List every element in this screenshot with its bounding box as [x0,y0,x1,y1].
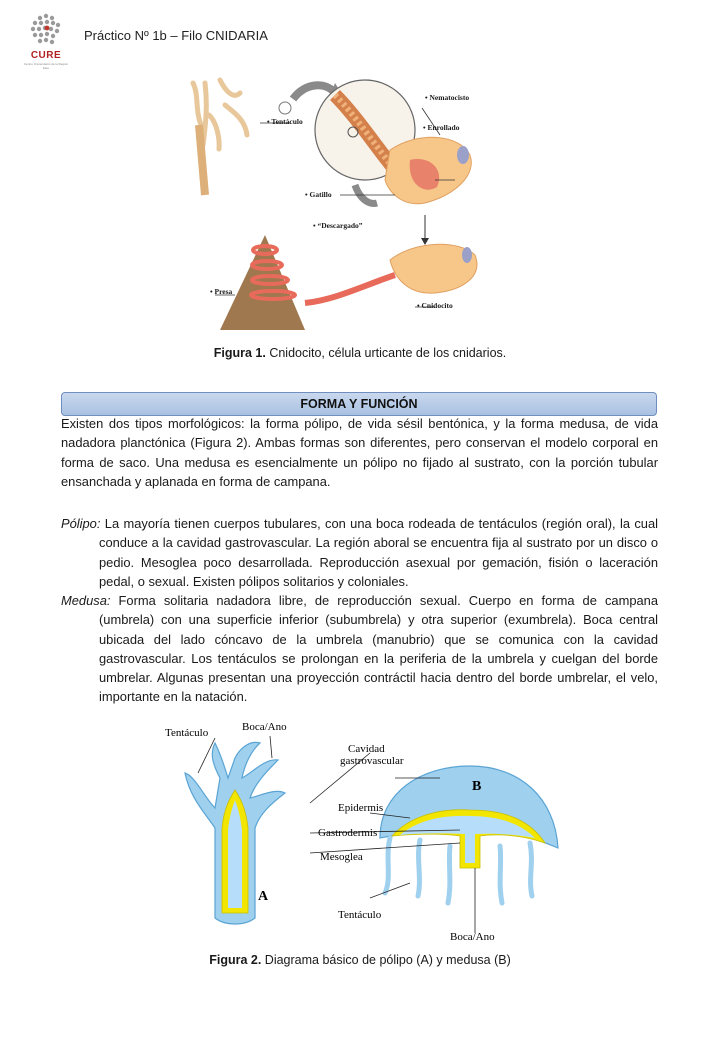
label-tentaculo-bottom: Tentáculo [338,909,382,921]
section-heading: FORMA Y FUNCIÓN [61,392,657,416]
figure-1-caption [0,346,720,360]
label-enrollado: • Enrollado [423,123,460,132]
figure-2-caption-label: Figura 2. [209,953,262,967]
figure-1-caption-text: Cnidocito, célula urticante de los cnidarios. [265,346,507,360]
label-gatillo: • Gatillo [305,190,332,199]
polipo-medusa-diagram [160,718,560,948]
polipo-definition [61,514,658,591]
logo-subtext: Centro Universitario de la Región Este [23,62,69,70]
page-title: Práctico Nº 1b – Filo CNIDARIA [84,28,268,43]
page-header [22,12,702,72]
label-nematocisto: • Nematocisto [425,93,470,102]
label-cavidad-line-2: gastrovascular [340,755,404,767]
label-cavidad-line-1: Cavidad [348,743,385,755]
figure-2-polipo-medusa [160,718,560,948]
label-boca-ano-top: Boca/Ano [242,721,287,733]
polipo-text: La mayoría tienen cuerpos tubulares, con una boca rodeada de tentáculos (región oral), la cual conduce a la cavidad gastrovascular. La región aboral se encuentra fija al sustrato por un disco o pedio. Mesoglea poco desarrollada. Reproducción asexual por gemación, fisión o laceración pedal, o sexual. Existen pólipos solitarios y coloniales. [99,516,658,589]
medusa-diagram [380,766,558,903]
label-cnidocito: • Cnidocito [417,301,453,310]
figure-2-caption-text: Diagrama básico de pólipo (A) y medusa (B) [261,953,511,967]
label-b: B [472,779,482,794]
cnidocito-illustration [185,75,515,333]
figure-1-caption-label: Figura 1. [213,346,266,360]
label-epidermis: Epidermis [338,802,384,814]
logo-text: CURE [30,50,62,61]
medusa-text: Forma solitaria nadadora libre, de reproducción sexual. Cuerpo en forma de campana (umbrela) con una superficie inferior (subumbrela) y otra superior (exumbrela). Boca central ubicada del lado cóncavo de la umbrela (manubrio) que se comunica con la cavidad gastrovascular. Los tentáculos se prolongan en la periferia de la umbrela y cuelgan del borde umbrelar. Algunas presentan una proyección contráctil hacia dentro del borde umbrelar, el velo, importante en la natación. [99,593,658,705]
intro-paragraph: Existen dos tipos morfológicos: la forma pólipo, de vida sésil bentónica, y la forma medusa, de vida nadadora planctónica (Figura 2). Ambas formas son diferentes, pero conservan el modelo corporal en forma de saco. Una medusa es esencialmente un pólipo no fijado al sustrato, con la porción tubular ensanchada y aplanada en forma de campana. [61,416,658,489]
label-a: A [258,889,269,904]
label-tentaculo: • Tentáculo [267,117,303,126]
polipo-term: Pólipo: [61,516,101,531]
label-descargado: • “Descargado” [313,221,363,230]
label-mesoglea: Mesoglea [320,851,363,863]
label-presa: • Presa [210,287,233,296]
label-tentaculo-top: Tentáculo [165,727,209,739]
logo-dots-icon [22,12,70,52]
label-boca-ano-bottom: Boca/Ano [450,931,495,943]
figure-2-caption [0,953,720,967]
cure-logo [22,12,70,68]
medusa-term: Medusa: [61,593,111,608]
figure-1-cnidocito [185,75,515,333]
label-gastrodermis: Gastrodermis [318,827,378,839]
medusa-definition [61,591,658,707]
